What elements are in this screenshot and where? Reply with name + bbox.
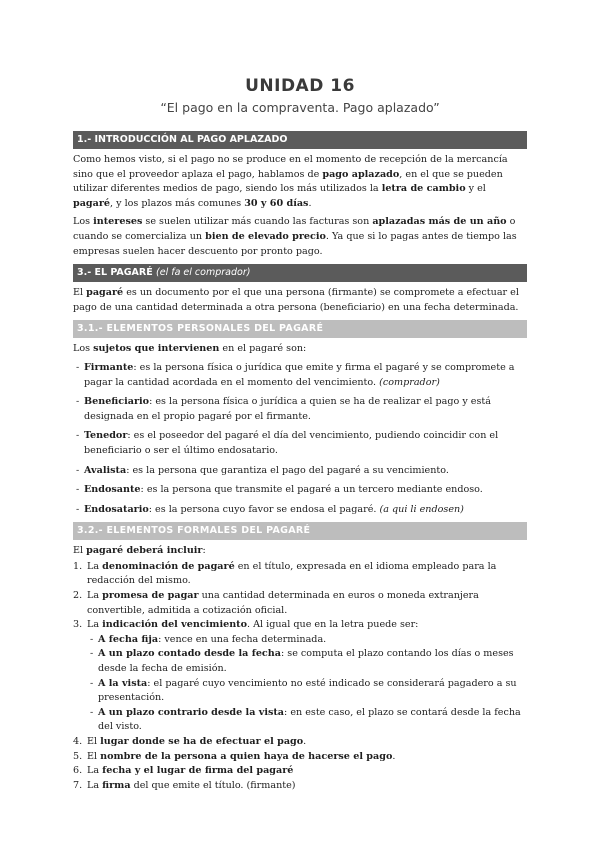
sub-list-item-run: A fecha fija bbox=[98, 633, 159, 645]
section-1-paragraph-2-run: intereses bbox=[93, 216, 143, 228]
section-1-paragraph-1-run: . bbox=[308, 197, 312, 209]
list-item-run: Endosatario bbox=[84, 503, 149, 515]
list-item-run: : es la persona cuyo favor se endosa el pagaré. bbox=[148, 503, 380, 515]
numbered-item-run: firma bbox=[102, 779, 131, 791]
list-item-run: Tenedor bbox=[84, 430, 128, 442]
numbered-item bbox=[73, 750, 527, 765]
sub-list-item bbox=[87, 677, 527, 706]
section-1-paragraph-2-run: bien de elevado precio bbox=[205, 230, 326, 242]
section-heading-1: 1.- INTRODUCCIÓN AL PAGO APLAZADO bbox=[73, 131, 527, 149]
section-heading-3-note: (el fa el comprador) bbox=[156, 267, 251, 279]
numbered-item-run: La bbox=[87, 765, 103, 777]
section-3-1-intro-run: sujetos que intervienen bbox=[93, 343, 220, 355]
item-number: 3. bbox=[73, 619, 83, 631]
section-3-1-intro-run: Los bbox=[73, 343, 94, 355]
section-3-paragraph-1 bbox=[73, 286, 527, 315]
section-1-paragraph-2-run: aplazadas más de un año bbox=[372, 216, 507, 228]
section-heading-3-2: 3.2.- ELEMENTOS FORMALES DEL PAGARÉ bbox=[73, 522, 527, 540]
section-heading-3 bbox=[73, 264, 527, 282]
numbered-item-run: La bbox=[87, 560, 103, 572]
numbered-item bbox=[73, 764, 527, 779]
numbered-item bbox=[73, 589, 527, 618]
numbered-item-run: La bbox=[87, 779, 103, 791]
section-heading-3-1: 3.1.- ELEMENTOS PERSONALES DEL PAGARÉ bbox=[73, 320, 527, 338]
list-item-run: : es el poseedor del pagaré el día del vencimiento, pudiendo coincidir con el beneficiario o ser el último endosatario. bbox=[84, 430, 499, 456]
sub-list-item bbox=[87, 633, 527, 648]
numbered-item-run: en el título, expresada en el idioma empleado para la redacción del mismo. bbox=[87, 560, 497, 587]
numbered-item bbox=[73, 560, 527, 589]
numbered-item bbox=[73, 779, 527, 794]
numbered-item-run: denominación de pagaré bbox=[102, 560, 235, 572]
section-3-2-intro-run: pagaré deberá incluir bbox=[86, 545, 203, 557]
section-1-paragraph-2-run: . Ya que si lo pagas antes de tiempo las empresas suelen hacer descuento por pronto pago. bbox=[73, 230, 517, 257]
section-3-paragraph-1-run: es un documento por el que una persona (firmante) se compromete a efectuar el pago de una cantidad determinada a otra persona (beneficiario) en una fecha determinada. bbox=[73, 287, 519, 313]
list-item bbox=[73, 395, 527, 424]
list-item bbox=[73, 483, 527, 498]
list-item bbox=[73, 464, 527, 479]
numbered-item-run: . bbox=[392, 750, 396, 762]
numbered-item-run: del que emite el título. (firmante) bbox=[130, 779, 296, 791]
numbered-item-run: La bbox=[87, 619, 103, 631]
page-title: UNIDAD 16 bbox=[245, 76, 355, 96]
item-number: 2. bbox=[73, 590, 83, 602]
sub-list-item-run: A la vista bbox=[98, 677, 148, 689]
sub-list-item bbox=[87, 706, 527, 735]
section-1-paragraph-1-run: y el bbox=[465, 183, 486, 195]
section-1-paragraph-1-run: , y los plazos más comunes bbox=[110, 197, 245, 209]
sub-list-item-run: : en este caso, el plazo se contará desde la fecha del visto. bbox=[98, 706, 521, 733]
list-item-run: Endosante bbox=[84, 484, 141, 496]
list-item-run: : es la persona física o jurídica que emite y firma el pagaré y se compromete a pagar la cantidad acordada en el momento del vencimiento. bbox=[84, 361, 515, 388]
section-3-paragraph-1-run: pagaré bbox=[86, 287, 124, 299]
numbered-item-run: El bbox=[87, 750, 101, 762]
section-3-1-intro bbox=[73, 342, 527, 357]
numbered-item bbox=[73, 735, 527, 750]
item-number: 5. bbox=[73, 750, 83, 762]
list-item-run: : es la persona física o jurídica a quien se ha de realizar el pago y está designada en el propio pagaré por el firmante. bbox=[84, 396, 491, 422]
list-item-run: (a qui li endosen) bbox=[379, 503, 464, 515]
section-1-paragraph-2 bbox=[73, 215, 527, 259]
numbered-item bbox=[73, 618, 527, 735]
section-1-paragraph-2-run: Los bbox=[73, 216, 94, 228]
item-number: 4. bbox=[73, 736, 83, 747]
list-item-run: Beneficiario bbox=[84, 396, 150, 408]
section-1-paragraph-1-run: , en el que se pueden utilizar diferentes medios de pago, siendo los más utilizados la bbox=[73, 168, 503, 195]
item-number: 7. bbox=[73, 779, 83, 791]
list-item-run: : es la persona que garantiza el pago del pagaré a su vencimiento. bbox=[126, 464, 449, 476]
section-1-paragraph-1-run: pago aplazado bbox=[322, 168, 400, 180]
numbered-item-run: indicación del vencimiento bbox=[102, 619, 248, 631]
section-3-2-intro-run: : bbox=[202, 545, 206, 557]
numbered-item-run: promesa de pagar bbox=[102, 590, 199, 602]
numbered-item-run: . bbox=[303, 736, 307, 747]
section-3-paragraph-1-run: El bbox=[73, 287, 87, 299]
section-1-paragraph-1 bbox=[73, 153, 527, 211]
personal-elements-list bbox=[73, 361, 527, 517]
numbered-item-run: . Al igual que en la letra puede ser: bbox=[247, 619, 419, 631]
numbered-item-run: una cantidad determinada en euros o moneda extranjera convertible, admitida a cotización oficial. bbox=[87, 590, 479, 616]
item-number: 6. bbox=[73, 765, 83, 777]
section-1-paragraph-2-run: se suelen utilizar más cuando las facturas son bbox=[142, 216, 373, 228]
section-1-paragraph-1-run: 30 y 60 días bbox=[244, 197, 309, 209]
list-item-run: (comprador) bbox=[379, 376, 440, 388]
section-3-2-intro-run: El bbox=[73, 545, 87, 557]
sub-list-item-run: : se computa el plazo contando los días o meses desde la fecha de emisión. bbox=[98, 648, 514, 675]
sub-list-item-run: : vence en una fecha determinada. bbox=[158, 633, 327, 645]
sub-list-item bbox=[87, 647, 527, 676]
section-1-paragraph-1-run: pagaré bbox=[73, 197, 111, 209]
numbered-item-run: La bbox=[87, 590, 103, 602]
sub-list-item-run: A un plazo contrario desde la vista bbox=[98, 706, 285, 718]
list-item bbox=[73, 429, 527, 458]
section-3-2-intro bbox=[73, 544, 527, 559]
numbered-item-run: nombre de la persona a quien haya de hacerse el pago bbox=[100, 750, 393, 762]
due-date-types-list bbox=[87, 633, 527, 735]
list-item-run: : es la persona que transmite el pagaré a un tercero mediante endoso. bbox=[140, 484, 483, 496]
sub-list-item-run: : el pagaré cuyo vencimiento no esté indicado se considerará pagadero a su presentación. bbox=[98, 677, 517, 704]
list-item bbox=[73, 503, 527, 518]
page-subtitle: “El pago en la compraventa. Pago aplazado” bbox=[160, 100, 440, 115]
section-1-paragraph-2-run: o cuando se comercializa un bbox=[73, 216, 516, 242]
section-3-1-intro-run: en el pagaré son: bbox=[219, 343, 307, 355]
numbered-item-run: fecha y el lugar de firma del pagaré bbox=[102, 765, 294, 777]
list-item-run: Firmante bbox=[84, 361, 134, 373]
numbered-item-run: lugar donde se ha de efectuar el pago bbox=[100, 736, 304, 747]
sub-list-item-run: A un plazo contado desde la fecha bbox=[98, 648, 281, 660]
item-number: 1. bbox=[73, 560, 83, 572]
numbered-item-run: El bbox=[87, 736, 101, 747]
section-1-paragraph-1-run: letra de cambio bbox=[381, 183, 466, 195]
section-1-paragraph-1-run: Como hemos visto, si el pago no se produce en el momento de recepción de la mercancía sino que el proveedor aplaza el pago, hablamos de bbox=[73, 154, 508, 180]
list-item bbox=[73, 361, 527, 390]
formal-elements-list bbox=[73, 560, 527, 794]
section-heading-3-text: 3.- EL PAGARÉ bbox=[77, 267, 153, 279]
list-item-run: Avalista bbox=[84, 464, 127, 476]
